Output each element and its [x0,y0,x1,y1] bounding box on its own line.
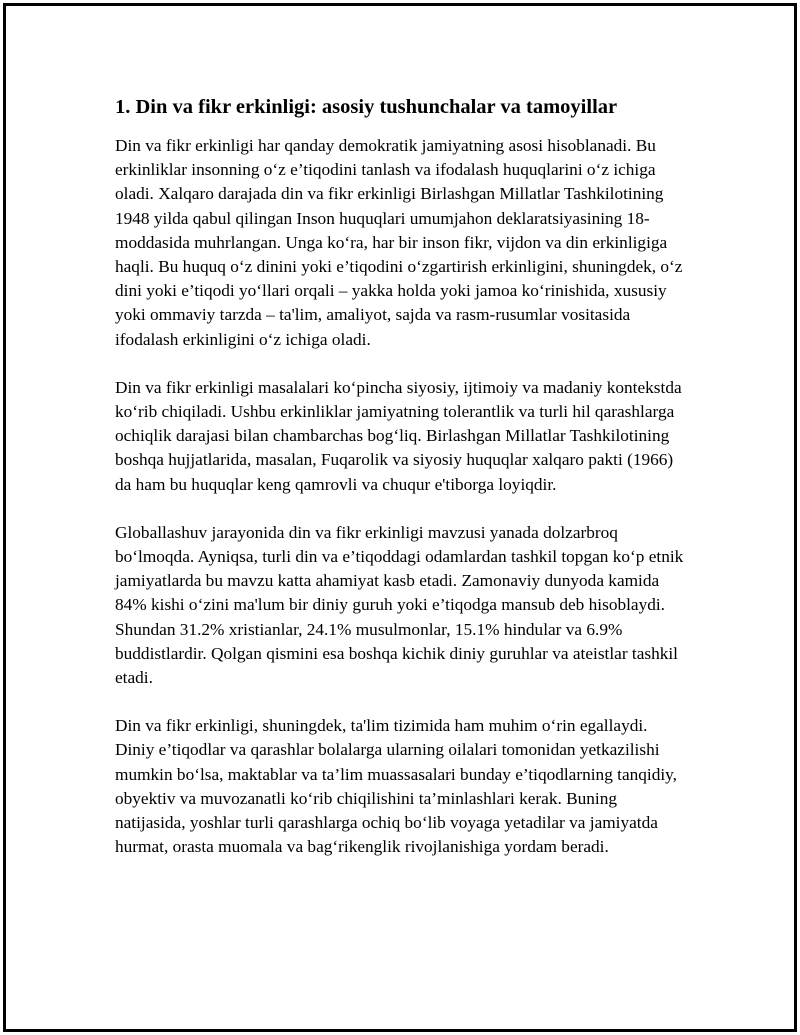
paragraph-1: Din va fikr erkinligi har qanday demokratik jamiyatning asosi hisoblanadi. Bu erkinliklar insonning o‘z e’tiqodini tanlash va ifodalash huquqlarini o‘z ichiga oladi. Xalqaro darajada din va fikr erkinligi Birlashgan Millatlar Tashkilotining 1948 yilda qabul qilingan Inson huquqlari umumjahon deklaratsiyasining 18-moddasida muhrlangan. Unga ko‘ra, har bir inson fikr, vijdon va din erkinligiga haqli. Bu huquq o‘z dinini yoki e’tiqodini o‘zgartirish erkinligini, shuningdek, o‘z dini yoki e’tiqodi yo‘llari orqali – yakka holda yoki jamoa ko‘rinishida, xususiy yoki ommaviy tarzda – ta'lim, amaliyot, sajda va rasm-rusumlar vositasida ifodalash erkinligini o‘z ichiga oladi. [115,136,683,349]
section-title: 1. Din va fikr erkinligi: asosiy tushunchalar va tamoyillar [115,96,618,118]
paragraph-3: Globallashuv jarayonida din va fikr erkinligi mavzusi yanada dolzarbroq bo‘lmoqda. Ayniqsa, turli din va e’tiqoddagi odamlardan tashkil topgan ko‘p etnik jamiyatlarda bu mavzu katta ahamiyat kasb etadi. Zamonaviy dunyoda kamida 84% kishi o‘zini ma'lum bir diniy guruh yoki e’tiqodga mansub deb hisoblaydi. Shundan 31.2% xristianlar, 24.1% musulmonlar, 15.1% hindular va 6.9% buddistlardir. Qolgan qismini esa boshqa kichik diniy guruhlar va ateistlar tashkil etadi. [115,522,684,688]
paragraph-4: Din va fikr erkinligi, shuningdek, ta'lim tizimida ham muhim o‘rin egallaydi. Diniy e’tiqodlar va qarashlar bolalarga ularning oilalari tomonidan yetkazilishi mumkin bo‘lsa, maktablar va ta’lim muassasalari bunday e’tiqodlarning tanqidiy, obyektiv va muvozanatli ko‘rib chiqilishini ta’minlashlari kerak. Buning natijasida, yoshlar turli qarashlarga ochiq bo‘lib voyaga yetadilar va jamiyatda hurmat, orasta muomala va bag‘rikenglik rivojlanishiga yordam beradi. [115,716,677,857]
paragraph-2: Din va fikr erkinligi masalalari ko‘pincha siyosiy, ijtimoiy va madaniy kontekstda ko‘rib chiqiladi. Ushbu erkinliklar jamiyatning tolerantlik va turli hil qarashlarga ochiqlik darajasi bilan chambarchas bog‘liq. Birlashgan Millatlar Tashkilotining boshqa hujjatlarida, masalan, Fuqarolik va siyosiy huquqlar xalqaro pakti (1966) da ham bu huquqlar keng qamrovli va chuqur e'tiborga loyiqdir. [115,377,682,494]
document-body [115,94,690,883]
